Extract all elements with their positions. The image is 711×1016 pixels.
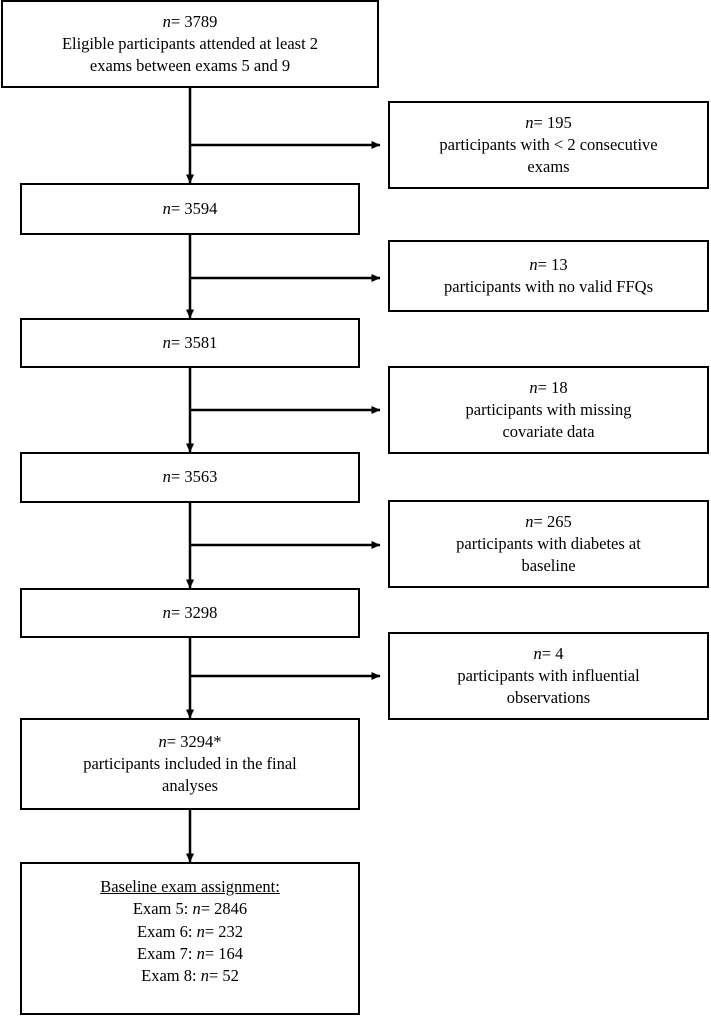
box-line: analyses	[162, 776, 218, 796]
box-line: participants with no valid FFQs	[444, 277, 653, 296]
box-line: Eligible participants attended at least 2	[61, 33, 319, 53]
baseline-heading: Baseline exam assignment:	[100, 877, 280, 896]
box-line: n= 195	[525, 112, 572, 132]
box-line: Exam 8: n= 52	[141, 966, 239, 986]
box-n3594	[20, 183, 360, 235]
box-line: exams between exams 5 and 9	[89, 56, 291, 76]
box-line: participants with influential	[457, 665, 640, 685]
box-line: n= 265	[525, 511, 572, 531]
box-line: covariate data	[502, 422, 595, 442]
box-line: participants with < 2 consecutive	[439, 134, 658, 154]
box-exclusion-265	[388, 500, 709, 588]
box-line: n= 3789	[162, 11, 218, 31]
box-line: n= 13	[529, 254, 568, 274]
box-line: baseline	[521, 556, 576, 576]
box-exclusion-18	[388, 366, 709, 454]
box-line: Exam 6: n= 232	[136, 921, 243, 941]
box-exclusion-13	[388, 240, 709, 312]
box-line: Exam 7: n= 164	[136, 943, 243, 963]
box-line: observations	[506, 688, 591, 708]
box-n3298	[20, 588, 360, 638]
box-line: participants included in the final	[83, 753, 297, 773]
box-n3581	[20, 318, 360, 368]
box-line: Exam 5: n= 2846	[132, 899, 248, 919]
box-line: n= 3294*	[158, 731, 222, 751]
box-exclusion-195	[388, 101, 709, 189]
box-line: participants with diabetes at	[456, 533, 641, 553]
box-line: exams	[527, 157, 570, 177]
box-line: n= 3298	[162, 602, 218, 622]
box-eligible-participants	[1, 0, 379, 88]
box-n3563	[20, 452, 360, 503]
box-baseline-exam-assignment	[20, 862, 360, 1015]
box-exclusion-4	[388, 632, 709, 720]
box-line: n= 3581	[162, 332, 218, 352]
box-line: n= 18	[529, 377, 568, 397]
box-line: n= 4	[533, 643, 564, 663]
box-line: participants with missing	[465, 399, 632, 419]
box-final-analyses	[20, 718, 360, 810]
box-line: n= 3563	[162, 467, 218, 487]
box-line: n= 3594	[162, 198, 218, 218]
